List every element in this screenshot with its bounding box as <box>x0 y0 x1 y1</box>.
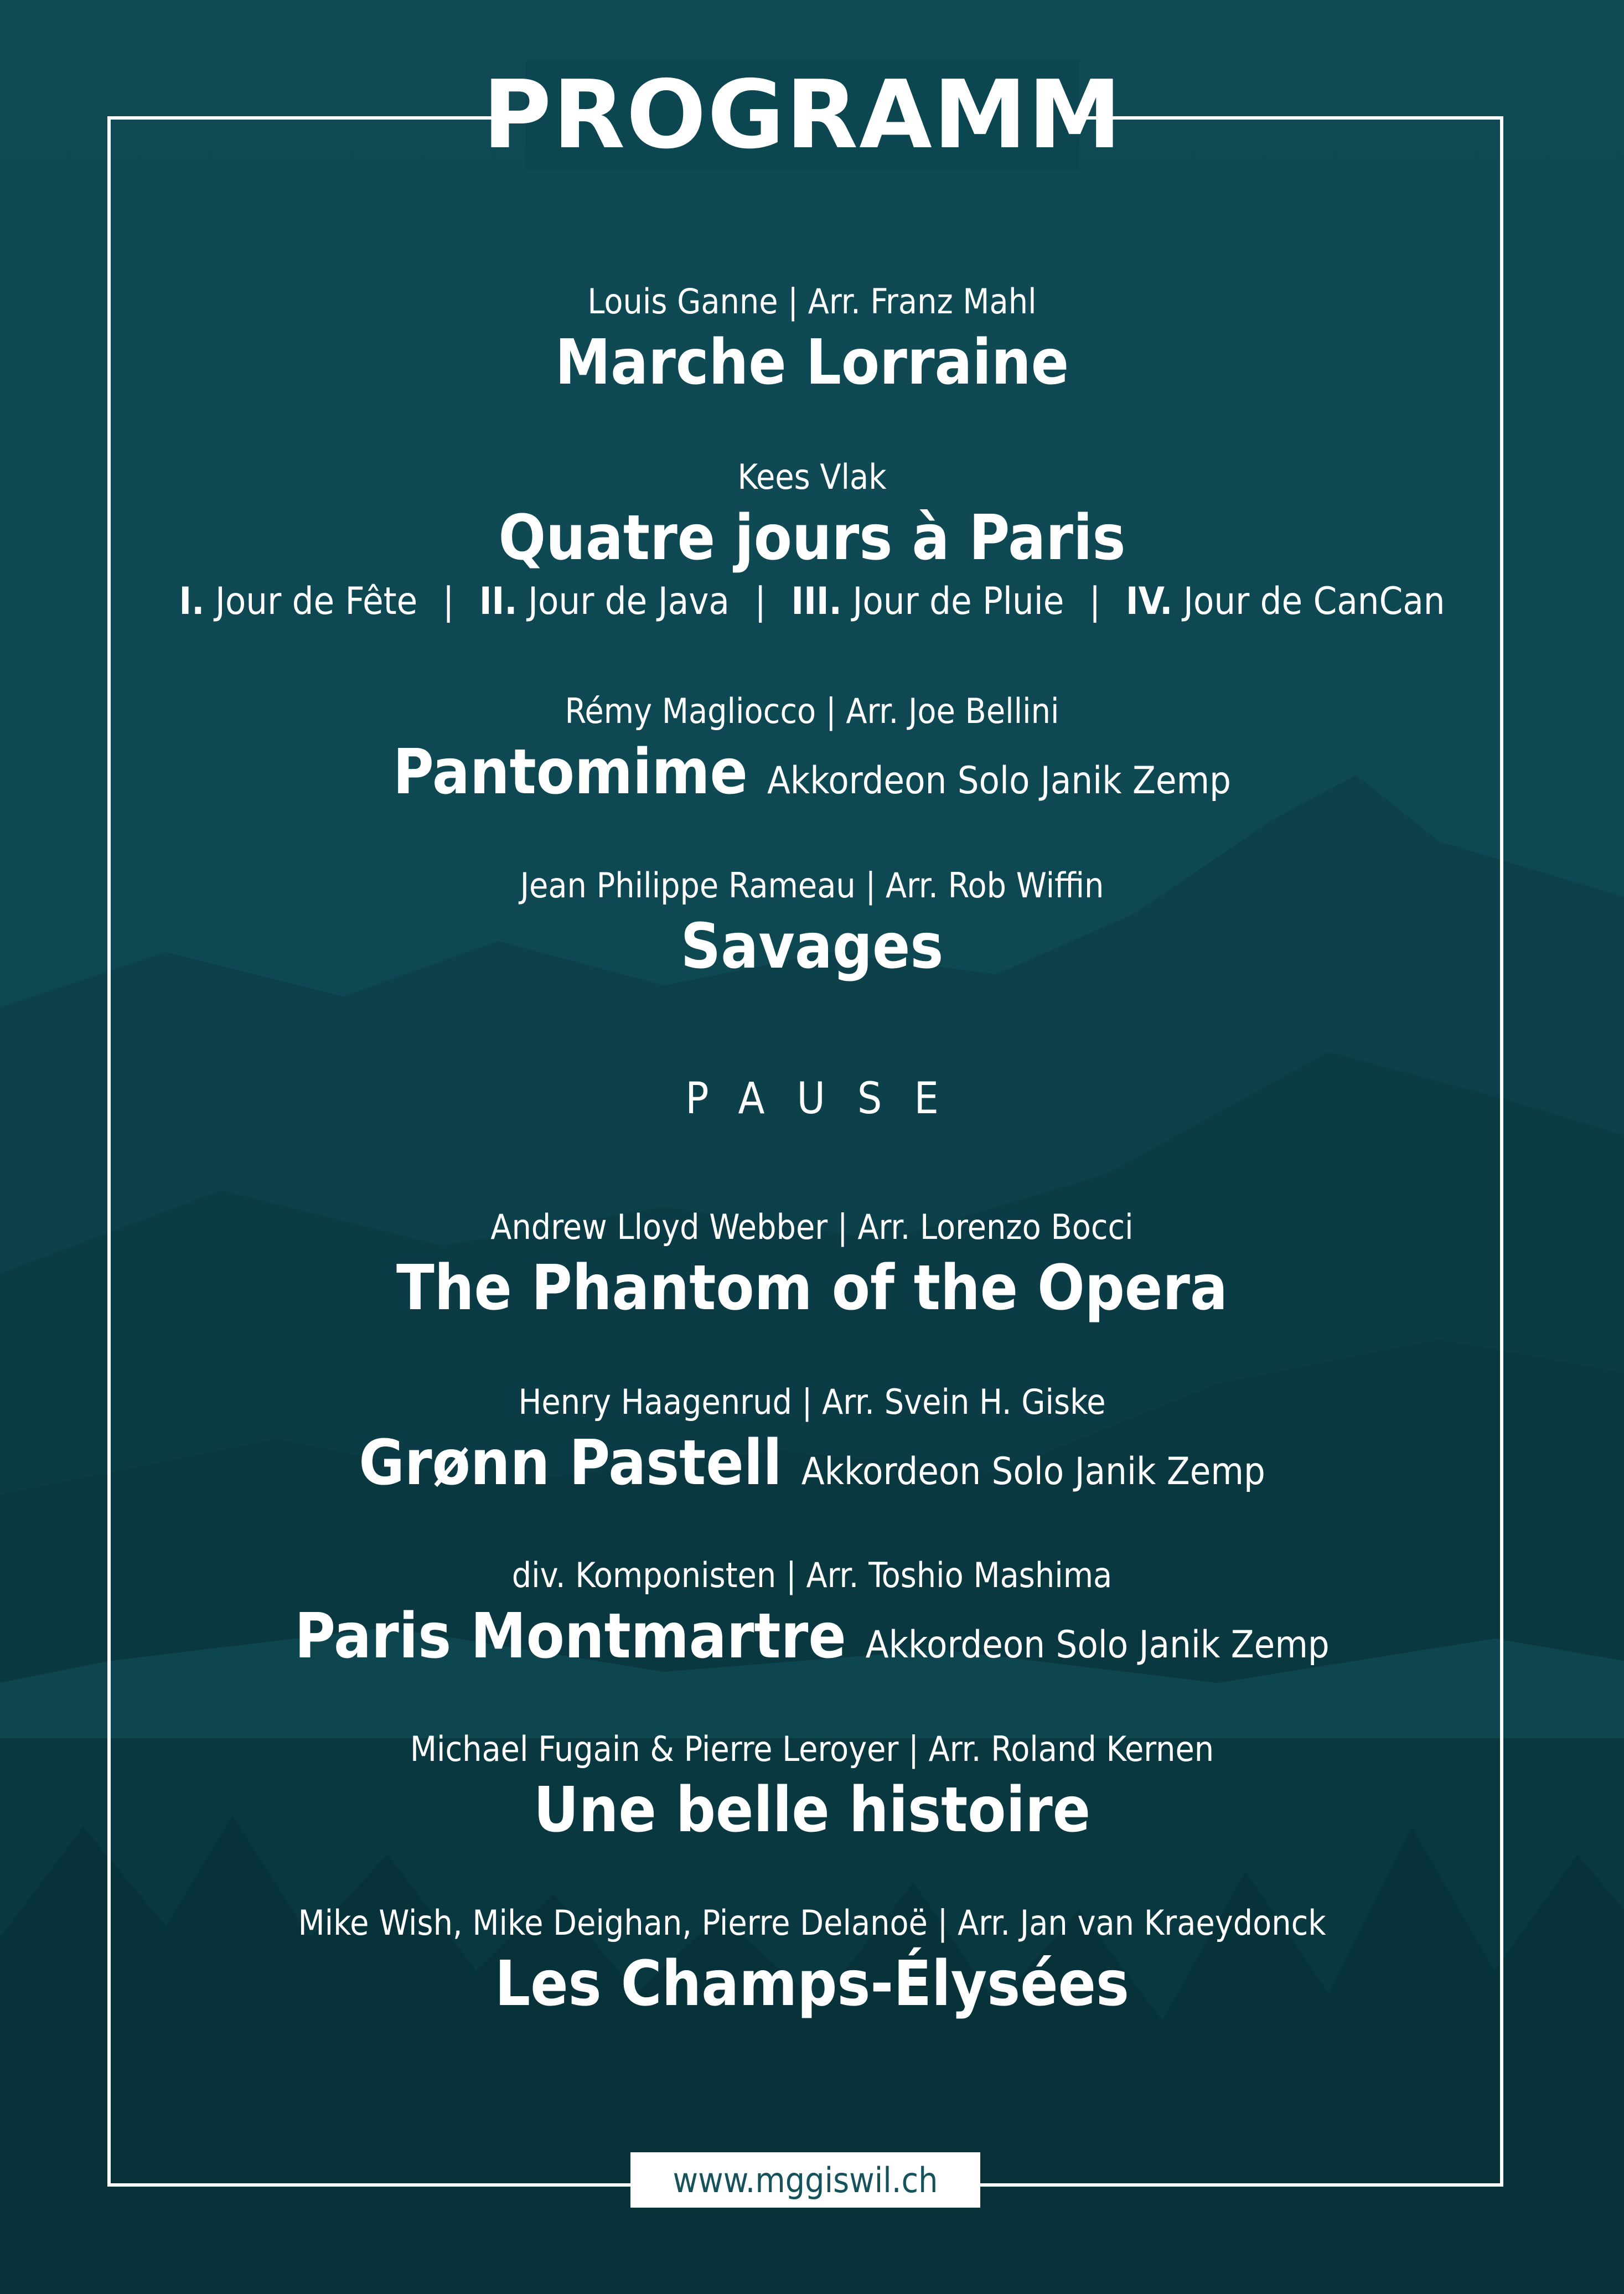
movement-number: II. <box>479 580 518 623</box>
composer-line: Henry Haagenrud | Arr. Svein H. Giske <box>518 1382 1106 1422</box>
composer-line: Mike Wish, Mike Deighan, Pierre Delanoë | Arr. Jan van Kraeydonck <box>298 1903 1326 1943</box>
piece-title: Les Champs-Élysées <box>495 1948 1129 2020</box>
program-item <box>0 1380 1624 1511</box>
movement-number: I. <box>179 580 205 623</box>
composer-line: div. Komponisten | Arr. Toshio Mashima <box>511 1555 1113 1595</box>
program-item <box>0 1205 1624 1327</box>
solo-note: Akkordeon Solo Janik Zemp <box>767 759 1231 803</box>
movement-number: IV. <box>1125 580 1173 623</box>
solo-note: Akkordeon Solo Janik Zemp <box>801 1450 1265 1494</box>
page-title: PROGRAMM <box>482 60 1123 170</box>
movement-name: Jour de CanCan <box>1183 580 1445 623</box>
composer-line: Rémy Magliocco | Arr. Joe Bellini <box>565 691 1059 731</box>
program-frame <box>107 116 1503 2187</box>
website-link[interactable]: www.mggiswil.ch <box>630 2152 980 2208</box>
program-item <box>0 455 1624 627</box>
pause-label: PAUSE <box>685 1074 971 1124</box>
movement-name: Jour de Java <box>527 580 730 623</box>
piece-title-line <box>0 733 1624 820</box>
composer-line: Louis Ganne | Arr. Franz Mahl <box>587 281 1037 322</box>
program-item <box>0 1727 1624 1849</box>
movement-name: Jour de Pluie <box>852 580 1064 623</box>
separator: | <box>442 580 454 623</box>
movement-number: III. <box>791 580 842 623</box>
movement-list <box>0 577 1624 627</box>
composer-line: Jean Philippe Rameau | Arr. Rob Wiffin <box>520 865 1104 906</box>
separator: | <box>1089 580 1101 623</box>
piece-title: Une belle histoire <box>533 1774 1091 1846</box>
composer-line: Michael Fugain & Pierre Leroyer | Arr. Roland Kernen <box>410 1729 1214 1769</box>
composer-line: Kees Vlak <box>737 457 887 497</box>
piece-title: Quatre jours à Paris <box>498 502 1126 574</box>
program-item <box>0 864 1624 985</box>
piece-title: The Phantom of the Opera <box>396 1252 1228 1324</box>
separator: | <box>754 580 766 623</box>
piece-title: Marche Lorraine <box>555 327 1069 399</box>
piece-title: Pantomime <box>393 736 748 808</box>
movement-name: Jour de Fête <box>215 580 418 623</box>
composer-line: Andrew Lloyd Webber | Arr. Lorenzo Bocci <box>490 1207 1134 1247</box>
piece-title-line <box>0 1424 1624 1511</box>
solo-note: Akkordeon Solo Janik Zemp <box>865 1623 1330 1667</box>
piece-title: Paris Montmartre <box>294 1600 846 1672</box>
piece-title: Savages <box>680 911 944 983</box>
program-item <box>0 1901 1624 2023</box>
program-item <box>0 280 1624 401</box>
piece-title: Grønn Pastell <box>359 1427 782 1499</box>
piece-title-line <box>0 1598 1624 1684</box>
program-item <box>0 1553 1624 1684</box>
program-item <box>0 689 1624 820</box>
